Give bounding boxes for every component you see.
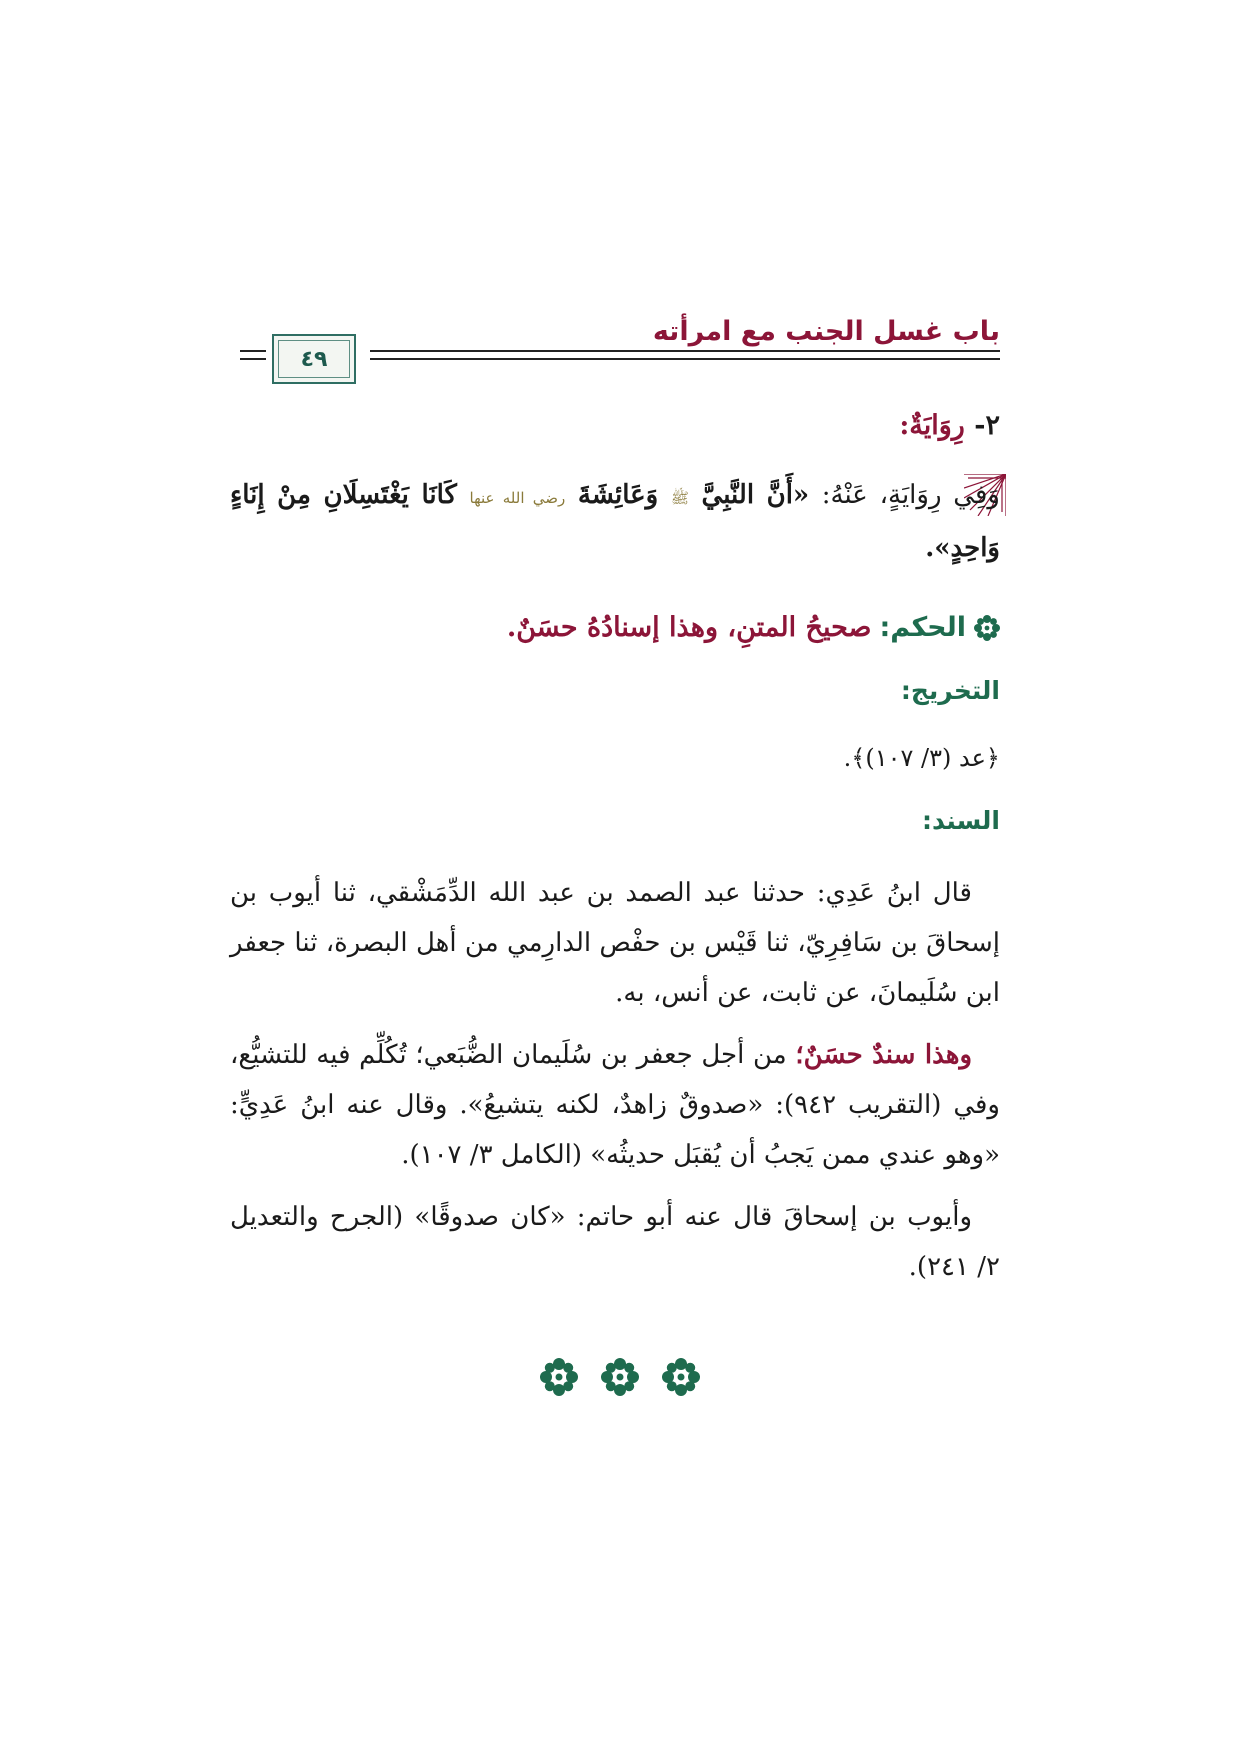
sanad-heading: السند: (921, 806, 1000, 835)
flower-ornament-icon (540, 1358, 578, 1396)
section-heading (899, 410, 1000, 441)
honorific-prophet: ﷺ (670, 489, 689, 507)
honorific-aisha: رضي الله عنها (469, 489, 566, 507)
grading-highlight: وهذا سندٌ حسَنٌ؛ (795, 1040, 973, 1070)
flower-ornament-icon (601, 1358, 639, 1396)
header-rule-left-top (240, 350, 266, 352)
section-number: ٢- (974, 410, 1000, 441)
sanad-paragraph: قال ابنُ عَدِي: حدثنا عبد الصمد بن عبد الله الدِّمَشْقي، ثنا أيوب بن إسحاقَ بن سَافِرِيّ، ثنا قَيْس بن حفْص الدارِمي من أهل البصرة، ثنا جعفر ابن سُلَيمانَ، عن ثابت، عن أنس، به. (230, 878, 1000, 1008)
takhrij-heading: التخريج: (900, 676, 1000, 705)
header-rule-left-bottom (240, 358, 266, 360)
chapter-title: باب غسل الجنب مع امرأته (652, 316, 1000, 347)
header-rule-top (370, 350, 1000, 352)
hadith-part-1: «أَنَّ النَّبِيَّ (701, 480, 810, 510)
page-number: ٤٩ (300, 346, 328, 372)
hadith-text (230, 470, 1000, 573)
hadith-part-3: كَانَا يَغْتَسِلَانِ مِنْ إِنَاءٍ وَاحِدٍ». (230, 480, 1000, 563)
flower-ornament-icon (662, 1358, 700, 1396)
hadith-part-2: وَعَائِشَةَ (577, 480, 659, 510)
narrator-paragraph: وأيوب بن إسحاقَ قال عنه أبو حاتم: «كان صدوقًا» (الجرح والتعديل ٢/ ٢٤١). (230, 1202, 1000, 1282)
footer-ornaments (540, 1358, 700, 1398)
flower-bullet-icon (974, 615, 1000, 641)
page-number-badge (272, 334, 356, 384)
grading-text: من أجل جعفر بن سُلَيمان الضُّبَعي؛ تُكُلِّم فيه للتشيُّع، وفي (التقريب ٩٤٢): «صدوقٌ زاهدٌ، لكنه يتشيعُ». وقال عنه ابنُ عَدِيٍّ: «وهو عندي ممن يَجبُ أن يُقبَل حديثُه» (الكامل ٣/ ١٠٧). (230, 1040, 1000, 1170)
verdict-value: صحيحُ المتنِ، وهذا إسنادُهُ حسَنٌ. (506, 612, 872, 643)
section-title: رِوَايَةٌ: (899, 410, 965, 441)
verdict-label: الحكم: (879, 612, 966, 643)
hadith-intro: وَفِي رِوَايَةٍ، عَنْهُ: (821, 480, 1000, 510)
header-rule-bottom (370, 358, 1000, 360)
grading-paragraph (230, 1030, 1000, 1180)
takhrij-reference: ﴿عد (٣/ ١٠٧)﴾. (843, 744, 1000, 772)
verdict-line (507, 612, 1000, 643)
